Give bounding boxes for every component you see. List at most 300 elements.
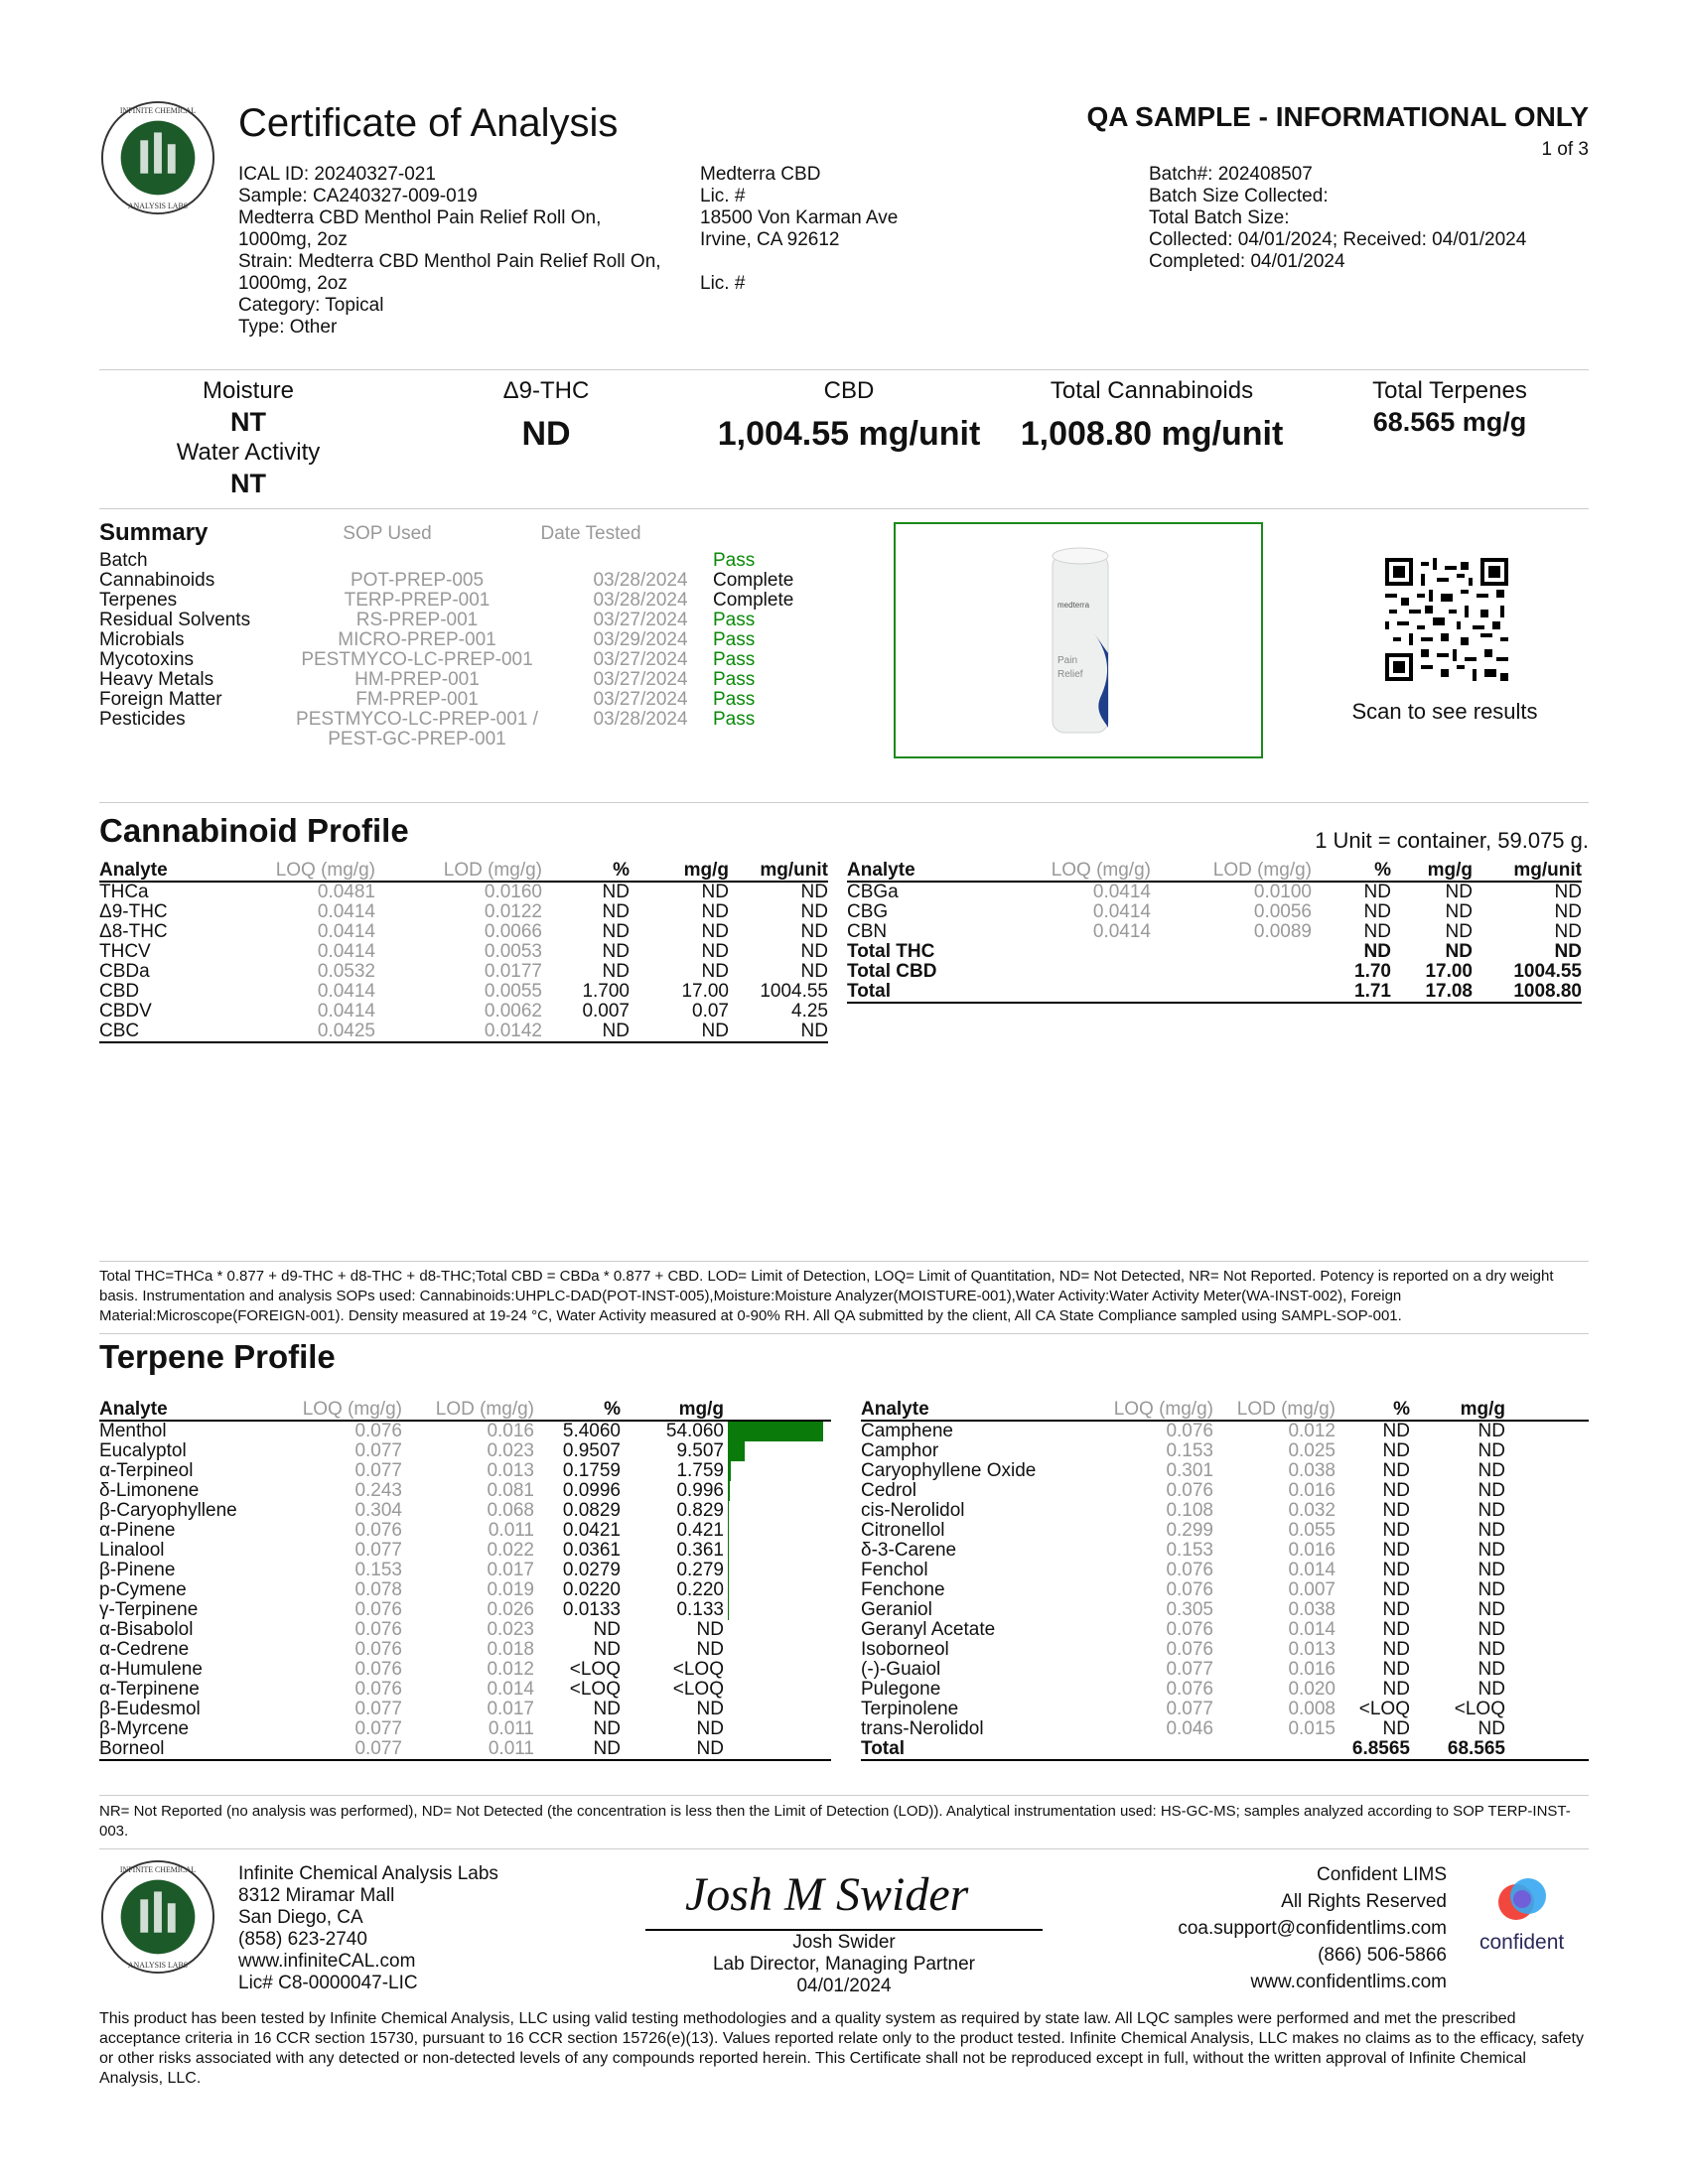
table-cell: Total CBD	[847, 961, 937, 982]
table-row	[861, 1501, 1589, 1521]
table-cell: 0.011	[488, 1718, 534, 1739]
total-row	[847, 942, 1582, 962]
lims-info: Confident LIMS All Rights Reserved coa.support@confidentlims.com (866) 506-5866 www.confidentlims.com	[1178, 1864, 1447, 1992]
table-cell: CBC	[99, 1022, 228, 1042]
table-cell: ND	[1382, 1500, 1410, 1521]
table-cell: ND	[701, 901, 729, 922]
table-cell: γ-Terpinene	[99, 1599, 199, 1620]
table-cell: ND	[1554, 882, 1582, 902]
table-cell: <LOQ	[569, 1679, 621, 1700]
table-cell	[1151, 982, 1312, 1003]
table-cell: p-Cymene	[99, 1579, 187, 1600]
table-cell: THCa	[99, 882, 149, 902]
table-cell: 0.014	[487, 1679, 534, 1700]
table-cell: ND	[701, 961, 729, 982]
bar-cell	[1505, 1481, 1589, 1501]
table-cell: 0.0829	[562, 1500, 621, 1521]
table-cell: 0.008	[1288, 1699, 1336, 1719]
table-cell: 0.014	[1288, 1619, 1336, 1640]
qr-code-icon[interactable]	[1385, 558, 1508, 686]
summary-row: Foreign Matter FM-PREP-001 03/27/2024 Pass	[99, 689, 756, 710]
table-cell: 0.076	[354, 1520, 402, 1541]
table-cell: ND	[630, 1022, 729, 1042]
table-cell: 0.076	[1166, 1579, 1213, 1600]
confident-logo-icon	[1494, 1874, 1550, 1931]
table-cell: 0.996	[676, 1480, 724, 1501]
table-cell: Caryophyllene Oxide	[861, 1460, 1037, 1481]
table-cell: 0.007	[582, 1001, 630, 1022]
table-cell: 0.077	[354, 1540, 402, 1561]
table-cell: 0.0055	[484, 981, 542, 1002]
table-cell: 0.076	[354, 1599, 402, 1620]
table-cell: ND	[1554, 901, 1582, 922]
table-cell: 0.108	[1166, 1500, 1213, 1521]
table-cell: <LOQ	[569, 1659, 621, 1680]
qa-banner: QA SAMPLE - INFORMATIONAL ONLY	[1086, 101, 1589, 132]
table-cell: 0.153	[1166, 1440, 1213, 1461]
table-cell: 0.1759	[562, 1460, 621, 1481]
table-cell: CBN	[847, 921, 888, 942]
table-cell: 0.243	[354, 1480, 402, 1501]
bar-cell	[724, 1580, 831, 1600]
summary-title: Summary	[99, 519, 209, 546]
table-cell: 0.0414	[1092, 921, 1151, 942]
table-cell: ND	[1382, 1659, 1410, 1680]
table-cell: 0.032	[1288, 1500, 1336, 1521]
table-cell: 0.0414	[317, 921, 375, 942]
table-cell: α-Pinene	[99, 1520, 176, 1541]
moisture-stat: Moisture NT Water Activity NT	[176, 377, 321, 498]
table-cell: ND	[1477, 1540, 1505, 1561]
bar-cell	[1505, 1580, 1589, 1600]
table-cell: 0.0220	[562, 1579, 621, 1600]
table-cell: ND	[800, 882, 828, 902]
table-cell: 0.012	[487, 1659, 534, 1680]
table-cell: 1.700	[582, 981, 630, 1002]
table-cell: ND	[1477, 1480, 1505, 1501]
bar-cell	[724, 1620, 831, 1640]
svg-text:ANALYSIS LABS: ANALYSIS LABS	[127, 202, 189, 211]
table-cell: ND	[1554, 921, 1582, 942]
table-cell: Δ9-THC	[99, 901, 168, 922]
table-cell: ND	[1363, 901, 1391, 922]
table-cell: 6.8565	[1336, 1739, 1410, 1760]
table-cell: 0.020	[1288, 1679, 1336, 1700]
table-cell: 0.026	[487, 1599, 534, 1620]
table-cell: 0.9507	[562, 1440, 621, 1461]
table-cell: 0.0089	[1253, 921, 1312, 942]
table-row	[99, 1719, 831, 1739]
cannabinoid-footnote: Total THC=THCa * 0.877 + d9-THC + d8-THC + d8-THC;Total CBD = CBDa * 0.877 + CBD. LOD= Limit of Detection, LOQ= Limit of Quantitation, ND= Not Detected, NR= Not Reported. Potency is reported on a dry weight basis. Instrumentation and analysis SOPs used: Cannabinoids:UHPLC-DAD(POT-INST-005),Moisture:Moisture Analyzer(MOISTURE-001),Water Activity:Water Activity Meter(WA-INST-002), Foreign Material:Microscope(FOREIGN-001). Density measured at 19-24 °C, Water Activity measured at 0-90% RH. All QA submitted by the client, All CA State Compliance sampled using SAMPL-SOP-001.	[99, 1268, 1554, 1324]
table-cell: ND	[1477, 1639, 1505, 1660]
table-cell: 0.013	[487, 1460, 534, 1481]
bar-cell	[724, 1501, 831, 1521]
table-cell: 0.305	[1166, 1599, 1213, 1620]
table-cell: α-Terpinene	[99, 1679, 200, 1700]
table-row	[861, 1719, 1589, 1739]
table-cell: 4.25	[791, 1001, 828, 1022]
svg-text:INFINITE CHEMICAL: INFINITE CHEMICAL	[119, 105, 197, 115]
table-cell: 0.0414	[317, 901, 375, 922]
sample-info: ICAL ID: 20240327-021 Sample: CA240327-009-019 Medterra CBD Menthol Pain Relief Roll On, 1000mg, 2oz Strain: Medterra CBD Menthol Pain Relief Roll On, 1000mg, 2oz Category: Topical Type: Other	[238, 164, 661, 338]
table-cell: ND	[701, 882, 729, 902]
bar-cell	[1505, 1521, 1589, 1541]
table-cell: trans-Nerolidol	[861, 1718, 984, 1739]
summary-row: Microbials MICRO-PREP-001 03/29/2024 Pass	[99, 629, 756, 650]
bar-cell	[724, 1680, 831, 1700]
svg-text:Josh M Swider: Josh M Swider	[685, 1868, 969, 1921]
table-cell: 0.0062	[484, 1001, 542, 1022]
table-cell: ND	[1363, 941, 1391, 962]
bar-cell	[724, 1660, 831, 1680]
total-row	[847, 982, 1582, 1003]
table-cell: ND	[1382, 1579, 1410, 1600]
table-row	[861, 1680, 1589, 1700]
table-cell: Linalool	[99, 1540, 165, 1561]
table-cell: 0.076	[354, 1619, 402, 1640]
table-cell: 0.046	[1166, 1718, 1213, 1739]
product-image	[894, 522, 1263, 758]
table-row	[99, 1660, 831, 1680]
table-cell: 1008.80	[1473, 982, 1582, 1003]
table-cell: α-Humulene	[99, 1659, 203, 1680]
table-cell: <LOQ	[672, 1659, 724, 1680]
table-cell: 0.011	[402, 1739, 534, 1760]
table-cell: 17.08	[1391, 982, 1473, 1003]
table-cell: 9.507	[676, 1440, 724, 1461]
table-cell: CBGa	[847, 882, 899, 902]
table-cell: ND	[1554, 941, 1582, 962]
table-cell: ND	[800, 961, 828, 982]
table-cell: 0.0996	[562, 1480, 621, 1501]
table-cell: 1.759	[676, 1460, 724, 1481]
table-row	[99, 1441, 831, 1461]
table-cell: ND	[696, 1718, 724, 1739]
table-row	[861, 1600, 1589, 1620]
terpene-bar	[728, 1580, 729, 1600]
page-title: Certificate of Analysis	[238, 101, 619, 145]
table-cell: 0.077	[273, 1739, 402, 1760]
batch-info: Batch#: 202408507 Batch Size Collected: Total Batch Size: Collected: 04/01/2024; Received: 04/01/2024 Completed: 04/01/2024	[1149, 164, 1527, 272]
table-cell: ND	[1382, 1460, 1410, 1481]
table-cell: 0.0100	[1253, 882, 1312, 902]
table-cell: 0.153	[354, 1560, 402, 1580]
table-cell: 0.0142	[375, 1022, 542, 1042]
bar-cell	[1505, 1640, 1589, 1660]
summary-row: Heavy Metals HM-PREP-001 03/27/2024 Pass	[99, 669, 756, 690]
table-cell: ND	[602, 882, 630, 902]
table-cell: 0.016	[1288, 1540, 1336, 1561]
terpene-bar	[728, 1422, 823, 1441]
table-cell: ND	[701, 921, 729, 942]
table-cell: ND	[1382, 1679, 1410, 1700]
table-cell: 5.4060	[562, 1421, 621, 1441]
table-row	[99, 1022, 828, 1042]
table-cell: ND	[1382, 1421, 1410, 1441]
table-cell: ND	[1477, 1599, 1505, 1620]
table-cell: ND	[1477, 1619, 1505, 1640]
table-cell: 0.076	[354, 1659, 402, 1680]
table-cell: 0.015	[1288, 1718, 1336, 1739]
table-row	[861, 1700, 1589, 1719]
table-cell: 0.014	[1288, 1560, 1336, 1580]
table-cell: 0.076	[1166, 1619, 1213, 1640]
table-cell: Geraniol	[861, 1599, 932, 1620]
table-cell: 1.71	[1312, 982, 1391, 1003]
table-cell: ND	[1477, 1679, 1505, 1700]
table-cell: 0.055	[1288, 1520, 1336, 1541]
table-cell: CBG	[847, 901, 889, 922]
terpene-footnote: NR= Not Reported (no analysis was performed), ND= Not Detected (the concentration is less then the Limit of Detection (LOD)). Analytical instrumentation used: HS-GC-MS; samples analyzed according to SOP TERP-INST-003.	[99, 1803, 1571, 1840]
table-cell: Borneol	[99, 1739, 273, 1760]
terpene-bar	[728, 1541, 729, 1561]
table-cell: CBDV	[99, 1001, 152, 1022]
table-cell: ND	[1382, 1639, 1410, 1660]
table-cell: 0.361	[676, 1540, 724, 1561]
table-row	[99, 1600, 831, 1620]
table-cell: Δ8-THC	[99, 921, 168, 942]
table-cell: ND	[534, 1739, 621, 1760]
table-cell: 0.076	[354, 1679, 402, 1700]
table-cell: 0.022	[487, 1540, 534, 1561]
cannabinoid-table-right: Analyte LOQ (mg/g) LOD (mg/g) % mg/g mg/unit CBGa 0.0414 0.0100 ND ND ND CBG 0.0414 0.0056 ND ND ND CBN 0.0414 0.0089 ND ND ND Total THC ND ND ND Total CBD 1.70 17.00 1004.55 Total 1.71 17.08 1008.80	[847, 860, 1582, 1002]
terpene-total-row	[861, 1739, 1589, 1760]
table-cell: 0.077	[354, 1718, 402, 1739]
table-cell: CBD	[99, 981, 140, 1002]
terpene-table-right: Analyte LOQ (mg/g) LOD (mg/g) % mg/g Camphene 0.076 0.012 ND ND Camphor 0.153 0.025 ND ND Caryophyllene Oxide 0.301 0.038 ND ND Cedrol 0.076 0.016 ND ND cis-Nerolidol 0.108 0.032 ND ND Citronellol 0.299 0.055 ND ND δ-3-Carene 0.153 0.016 ND ND Fenchol 0.076 0.014 ND ND Fenchone 0.076 0.007 ND ND Geraniol 0.305 0.038 ND ND Geranyl Acetate 0.076 0.014 ND ND Isoborneol 0.076 0.013 ND ND (-)-Guaiol 0.077 0.016 ND ND Pulegone 0.076 0.020 ND ND Terpinolene 0.077 0.008 <LOQ <LOQ trans-Nerolidol 0.046 0.015 ND ND Total 6.8565 68.565	[861, 1400, 1589, 1761]
terpene-bar	[728, 1521, 729, 1541]
table-cell: 0.068	[487, 1500, 534, 1521]
svg-text:Pain: Pain	[1057, 655, 1078, 666]
table-cell: ND	[1477, 1421, 1505, 1441]
table-cell: 0.133	[676, 1599, 724, 1620]
table-row	[99, 1541, 831, 1561]
bar-cell	[1505, 1421, 1589, 1441]
table-cell: ND	[1477, 1718, 1505, 1739]
table-cell: 0.0414	[317, 1001, 375, 1022]
table-cell: ND	[1363, 921, 1391, 942]
summary-row: Cannabinoids POT-PREP-005 03/28/2024 Complete	[99, 570, 794, 591]
table-cell: ND	[729, 1022, 828, 1042]
summary-row: PEST-GC-PREP-001	[328, 729, 506, 750]
terpene-title: Terpene Profile	[99, 1338, 336, 1375]
bar-cell	[724, 1561, 831, 1580]
table-cell: 0.017	[487, 1560, 534, 1580]
terpene-bar	[728, 1501, 729, 1521]
table-cell: ND	[593, 1619, 621, 1640]
terpene-bar	[728, 1461, 731, 1481]
table-cell: 0.011	[488, 1520, 534, 1541]
table-cell: 0.078	[354, 1579, 402, 1600]
total-cannabinoids-stat: Total Cannabinoids 1,008.80 mg/unit	[1020, 377, 1284, 453]
cannabinoid-title: Cannabinoid Profile	[99, 812, 409, 849]
table-row	[99, 1739, 831, 1760]
sop-header: SOP Used	[343, 523, 432, 544]
table-cell: cis-Nerolidol	[861, 1500, 965, 1521]
table-cell: <LOQ	[672, 1679, 724, 1700]
svg-text:medterra: medterra	[1057, 601, 1090, 610]
terpene-bar	[728, 1441, 745, 1461]
table-cell	[982, 962, 1151, 982]
table-cell: 0.016	[487, 1421, 534, 1441]
page-number: 1 of 3	[1541, 139, 1589, 160]
table-cell	[1151, 942, 1312, 962]
bar-cell	[724, 1521, 831, 1541]
table-cell: ND	[800, 941, 828, 962]
summary-row: Terpenes TERP-PREP-001 03/28/2024 Complete	[99, 590, 794, 611]
table-cell: ND	[1477, 1560, 1505, 1580]
table-row	[99, 942, 828, 962]
table-cell: 0.076	[1166, 1560, 1213, 1580]
table-cell: ND	[593, 1699, 621, 1719]
disclaimer: This product has been tested by Infinite Chemical Analysis, LLC using valid testing methodologies and a quality system as required by state law. All LQC samples were performed and met the prescribed acceptance criteria in 16 CCR section 15730, pursuant to 16 CCR section 15726(e)(13). Values reported relate only to the product tested. Infinite Chemical Analysis, LLC makes no claims as to the efficacy, safety or other risks associated with any detected or non-detected levels of any compounds reported herein. This Certificate shall not be reproduced except in full, without the written approval of Infinite Chemical Analysis, LLC.	[99, 2010, 1584, 2087]
table-row	[861, 1481, 1589, 1501]
table-row	[847, 922, 1582, 942]
table-cell: 0.077	[354, 1440, 402, 1461]
table-cell: 0.012	[1288, 1421, 1336, 1441]
table-cell: ND	[1382, 1619, 1410, 1640]
bar-cell	[724, 1739, 831, 1760]
table-cell: 0.279	[676, 1560, 724, 1580]
bar-cell	[724, 1600, 831, 1620]
table-cell: Fenchone	[861, 1579, 945, 1600]
table-row	[99, 1620, 831, 1640]
terpene-table-left: Analyte LOQ (mg/g) LOD (mg/g) % mg/g Menthol 0.076 0.016 5.4060 54.060 Eucalyptol 0.077 0.023 0.9507 9.507 α-Terpineol 0.077 0.013 0.1759 1.759 δ-Limonene 0.243 0.081 0.0996 0.996 β-Caryophyllene 0.304 0.068 0.0829 0.829 α-Pinene 0.076 0.011 0.0421 0.421 Linalool 0.077 0.022 0.0361 0.361 β-Pinene 0.153 0.017 0.0279 0.279 p-Cymene 0.078 0.019 0.0220 0.220 γ-Terpinene 0.076 0.026 0.0133 0.133 α-Bisabolol 0.076 0.023 ND ND α-Cedrene 0.076 0.018 ND ND α-Humulene 0.076 0.012 <LOQ <LOQ α-Terpinene 0.076 0.014 <LOQ <LOQ β-Eudesmol 0.077 0.017 ND ND β-Myrcene 0.077 0.011 ND ND Borneol 0.077 0.011 ND ND	[99, 1400, 831, 1761]
bar-cell	[1505, 1541, 1589, 1561]
table-cell	[982, 982, 1151, 1003]
table-cell: 0.038	[1288, 1460, 1336, 1481]
terpene-bar	[728, 1600, 729, 1620]
cbd-stat: CBD 1,004.55 mg/unit	[717, 377, 981, 453]
table-cell: 0.0133	[562, 1599, 621, 1620]
bar-cell	[724, 1481, 831, 1501]
table-cell: ND	[1382, 1480, 1410, 1501]
table-cell: 0.023	[487, 1440, 534, 1461]
table-cell: 1004.55	[760, 981, 828, 1002]
table-cell: 0.076	[1166, 1639, 1213, 1660]
table-cell: Isoborneol	[861, 1639, 949, 1660]
table-row	[99, 882, 828, 902]
table-cell: ND	[1477, 1579, 1505, 1600]
table-row	[99, 1481, 831, 1501]
table-row	[99, 1561, 831, 1580]
summary-row: Mycotoxins PESTMYCO-LC-PREP-001 03/27/2024 Pass	[99, 649, 756, 670]
table-cell: 0.0414	[317, 981, 375, 1002]
table-cell: 68.565	[1410, 1739, 1505, 1760]
table-cell: 0.0421	[562, 1520, 621, 1541]
table-cell: δ-Limonene	[99, 1480, 200, 1501]
table-cell: 0.0481	[317, 882, 375, 902]
table-cell: 0.153	[1166, 1540, 1213, 1561]
table-cell: 0.076	[354, 1639, 402, 1660]
terpene-bar	[728, 1481, 730, 1501]
table-row	[99, 1521, 831, 1541]
total-row	[847, 962, 1582, 982]
table-row	[861, 1441, 1589, 1461]
table-cell: 0.077	[354, 1699, 402, 1719]
summary-row: Residual Solvents RS-PREP-001 03/27/2024 Pass	[99, 610, 756, 630]
table-cell: Camphene	[861, 1421, 953, 1441]
table-cell: ND	[1382, 1540, 1410, 1561]
table-cell: ND	[602, 901, 630, 922]
table-cell: Fenchol	[861, 1560, 928, 1580]
table-cell: 0.0414	[317, 941, 375, 962]
table-cell: 0.081	[487, 1480, 534, 1501]
table-cell: 0.0066	[484, 921, 542, 942]
bar-cell	[724, 1640, 831, 1660]
table-cell: ND	[696, 1699, 724, 1719]
bar-cell	[1505, 1561, 1589, 1580]
table-cell: 0.077	[354, 1460, 402, 1481]
bar-cell	[724, 1461, 831, 1481]
table-cell: β-Pinene	[99, 1560, 176, 1580]
table-cell: Citronellol	[861, 1520, 945, 1541]
table-row	[99, 1002, 828, 1022]
table-row	[861, 1521, 1589, 1541]
table-cell: Terpinolene	[861, 1699, 959, 1719]
table-cell: Camphor	[861, 1440, 939, 1461]
table-row	[861, 1421, 1589, 1441]
table-cell: Total THC	[847, 941, 935, 962]
table-cell: 0.018	[487, 1639, 534, 1660]
table-cell: Cedrol	[861, 1480, 916, 1501]
bar-cell	[1505, 1620, 1589, 1640]
table-cell: 0.829	[676, 1500, 724, 1521]
table-cell: ND	[1382, 1440, 1410, 1461]
table-cell: ND	[602, 921, 630, 942]
table-cell: β-Caryophyllene	[99, 1500, 237, 1521]
table-cell: Total	[847, 982, 982, 1003]
table-cell: 0.013	[1288, 1639, 1336, 1660]
date-header: Date Tested	[540, 523, 641, 544]
table-cell: 0.304	[354, 1500, 402, 1521]
table-cell: 0.019	[487, 1579, 534, 1600]
svg-text:ANALYSIS LABS: ANALYSIS LABS	[127, 1961, 189, 1971]
table-row	[861, 1541, 1589, 1561]
table-cell: (-)-Guaiol	[861, 1659, 941, 1680]
table-cell: ND	[1363, 882, 1391, 902]
table-row	[99, 1421, 831, 1441]
table-row	[99, 962, 828, 982]
bar-cell	[1505, 1501, 1589, 1521]
table-cell: 0.076	[1166, 1679, 1213, 1700]
table-cell: β-Myrcene	[99, 1718, 190, 1739]
table-cell: 0.220	[676, 1579, 724, 1600]
table-cell: 0.0361	[562, 1540, 621, 1561]
table-cell: 1004.55	[1513, 961, 1582, 982]
table-row	[99, 1700, 831, 1719]
total-terpenes-stat: Total Terpenes 68.565 mg/g	[1372, 377, 1527, 437]
table-cell: ND	[593, 1639, 621, 1660]
terpene-bar	[728, 1561, 729, 1580]
table-cell: 0.0177	[484, 961, 542, 982]
table-row	[861, 1561, 1589, 1580]
d9-thc-stat: Δ9-THC ND	[502, 377, 590, 453]
qr-caption: Scan to see results	[1351, 699, 1538, 724]
table-cell: Eucalyptol	[99, 1440, 187, 1461]
table-row	[861, 1660, 1589, 1680]
table-row	[847, 882, 1582, 902]
table-cell: 0.0122	[484, 901, 542, 922]
table-cell: ND	[701, 941, 729, 962]
table-cell: 0.0532	[317, 961, 375, 982]
table-cell: CBDa	[99, 961, 150, 982]
table-cell: α-Bisabolol	[99, 1619, 194, 1640]
table-cell: ND	[602, 941, 630, 962]
cannabinoid-table-left: Analyte LOQ (mg/g) LOD (mg/g) % mg/g mg/unit THCa 0.0481 0.0160 ND ND ND Δ9-THC 0.0414 0.0122 ND ND ND Δ8-THC 0.0414 0.0066 ND ND ND THCV 0.0414 0.0053 ND ND ND CBDa 0.0532 0.0177 ND ND ND CBD 0.0414 0.0055 1.700 17.00 1004.55 CBDV 0.0414 0.0062 0.007 0.07 4.25 CBC 0.0425 0.0142 ND ND ND	[99, 860, 828, 1041]
bar-cell	[724, 1719, 831, 1739]
bar-cell	[724, 1700, 831, 1719]
